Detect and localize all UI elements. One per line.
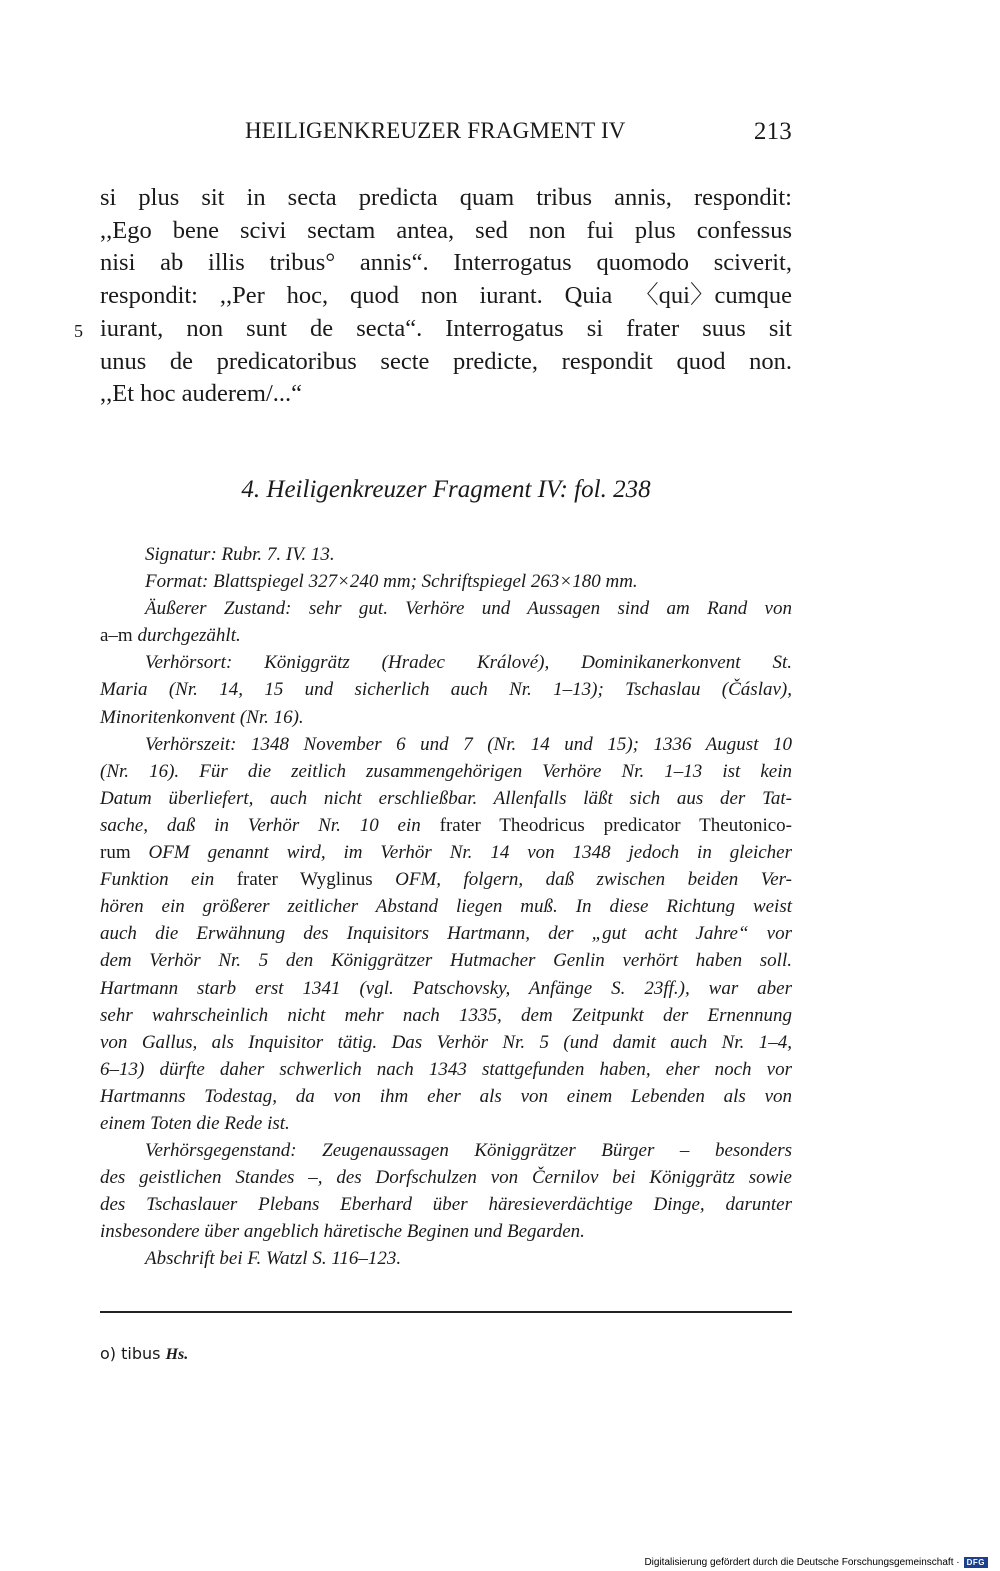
- abschrift-line: Abschrift bei F. Watzl S. 116–123.: [145, 1248, 402, 1270]
- format-line: Format: Blattspiegel 327×240 mm; Schriftspiegel 263×180 mm.: [145, 571, 638, 593]
- zustand-text: durchgezählt.: [132, 625, 241, 647]
- apparatus-line: sehr wahrscheinlich nicht mehr nach 1335, dem Zeitpunkt der Ernennung: [100, 1004, 792, 1026]
- body-line: ,,Et hoc auderem/...“: [100, 380, 303, 408]
- body-line-5: [74, 313, 792, 346]
- line-number: 5: [74, 320, 83, 341]
- apparatus-line: Hartmanns Todestag, da von ihm eher als von einem Lebenden als von: [100, 1085, 792, 1107]
- verhoerszeit-line: Verhörszeit: 1348 November 6 und 7 (Nr. 14 und 15); 1336 August 10: [145, 733, 792, 755]
- quoted-latin: frater Theodricus predicator Theutonico-: [439, 814, 793, 836]
- zustand-line: Äußerer Zustand: sehr gut. Verhöre und Aussagen sind am Rand von: [145, 598, 792, 620]
- apparatus-line: des Tschaslauer Plebans Eberhard über häresieverdächtige Dinge, darunter: [100, 1194, 792, 1216]
- page-number: 213: [753, 118, 792, 145]
- apparatus-line: (Nr. 16). Für die zeitlich zusammengehörigen Verhöre Nr. 1–13 ist kein: [100, 760, 792, 782]
- apparatus-line: [100, 812, 792, 839]
- section-heading: 4. Heiligenkreuzer Fragment IV: fol. 238: [241, 476, 651, 503]
- body-line-text: iurant, non sunt de secta“. Interrogatus si frater suus sit: [100, 314, 792, 342]
- apparatus-text: OFM, folgern, daß zwischen beiden Ver-: [372, 869, 792, 891]
- digitization-text: Digitalisierung gefördert durch die Deutsche Forschungsgemeinschaft ·: [644, 1557, 960, 1568]
- body-line: ,,Ego bene scivi sectam antea, sed non fui plus confessus: [100, 216, 792, 244]
- apparatus-line: dem Verhör Nr. 5 den Königgrätzer Hutmacher Genlin verhört haben soll.: [100, 950, 792, 972]
- quoted-latin: frater Wyglinus: [236, 869, 373, 891]
- footnote-abbreviation: Hs.: [165, 1346, 189, 1363]
- apparatus-line: [100, 839, 792, 866]
- body-line: si plus sit in secta predicta quam tribus annis, respondit:: [100, 184, 792, 211]
- apparatus-text: OFM genannt wird, im Verhör Nr. 14 von 1348 jedoch in gleicher: [130, 842, 792, 864]
- apparatus-line: insbesondere über angeblich häretische Beginen und Begarden.: [100, 1221, 585, 1243]
- apparatus-line: einem Toten die Rede ist.: [100, 1112, 290, 1134]
- apparatus-text: sache, daß in Verhör Nr. 10 ein: [100, 814, 440, 836]
- verhoersort-line: Verhörsort: Königgrätz (Hradec Králové), Dominikanerkonvent St.: [145, 652, 792, 674]
- apparatus-line: des geistlichen Standes –, des Dorfschulzen von Černilov bei Königgrätz sowie: [100, 1167, 792, 1189]
- range-text: a–m: [100, 625, 133, 647]
- zustand-line-cont: [100, 622, 792, 649]
- apparatus-line: Datum überliefert, auch nicht erschließbar. Allenfalls läßt sich aus der Tat-: [100, 787, 792, 809]
- latin-body-text: [74, 182, 792, 411]
- footnote-text: o) tibus: [100, 1344, 161, 1363]
- body-line: unus de predicatoribus secte predicte, respondit quod non.: [100, 347, 792, 375]
- footnote: [100, 1344, 188, 1364]
- apparatus-line: auch die Erwähnung des Inquisitors Hartmann, der „gut acht Jahre“ vor: [100, 923, 792, 945]
- verhoersgegenstand-line: Verhörsgegenstand: Zeugenaussagen Königgrätzer Bürger – besonders: [145, 1140, 792, 1162]
- apparatus-line: [100, 866, 792, 893]
- apparatus-line: Hartmann starb erst 1341 (vgl. Patschovsky, Anfänge S. 23ff.), war aber: [100, 977, 792, 999]
- footnote-divider: [100, 1311, 792, 1313]
- dfg-logo-icon: DFG: [964, 1557, 988, 1568]
- body-line: respondit: ,,Per hoc, quod non iurant. Quia 〈qui〉cumque: [100, 282, 792, 310]
- body-line: nisi ab illis tribus° annis“. Interrogatus quomodo sciverit,: [100, 249, 792, 277]
- apparatus-line: 6–13) dürfte daher schwerlich nach 1343 stattgefunden haben, eher noch vor: [100, 1058, 792, 1080]
- apparatus-text: Funktion ein: [100, 869, 237, 891]
- signatur-line: Signatur: Rubr. 7. IV. 13.: [145, 544, 335, 565]
- source-description: [100, 541, 792, 1273]
- running-head: [100, 118, 792, 154]
- verhoersort-line-cont: Maria (Nr. 14, 15 und sicherlich auch Nr. 1–13); Tschaslau (Čáslav),: [100, 679, 792, 701]
- quoted-latin: rum: [100, 842, 131, 864]
- digitization-credit: [644, 1557, 988, 1568]
- apparatus-line: von Gallus, als Inquisitor tätig. Das Verhör Nr. 5 (und damit auch Nr. 1–4,: [100, 1031, 792, 1053]
- running-head-title: HEILIGENKREUZER FRAGMENT IV: [245, 118, 626, 143]
- apparatus-line: hören ein größerer zeitlicher Abstand liegen muß. In diese Richtung weist: [100, 896, 792, 918]
- verhoersort-line-end: Minoritenkonvent (Nr. 16).: [100, 706, 304, 728]
